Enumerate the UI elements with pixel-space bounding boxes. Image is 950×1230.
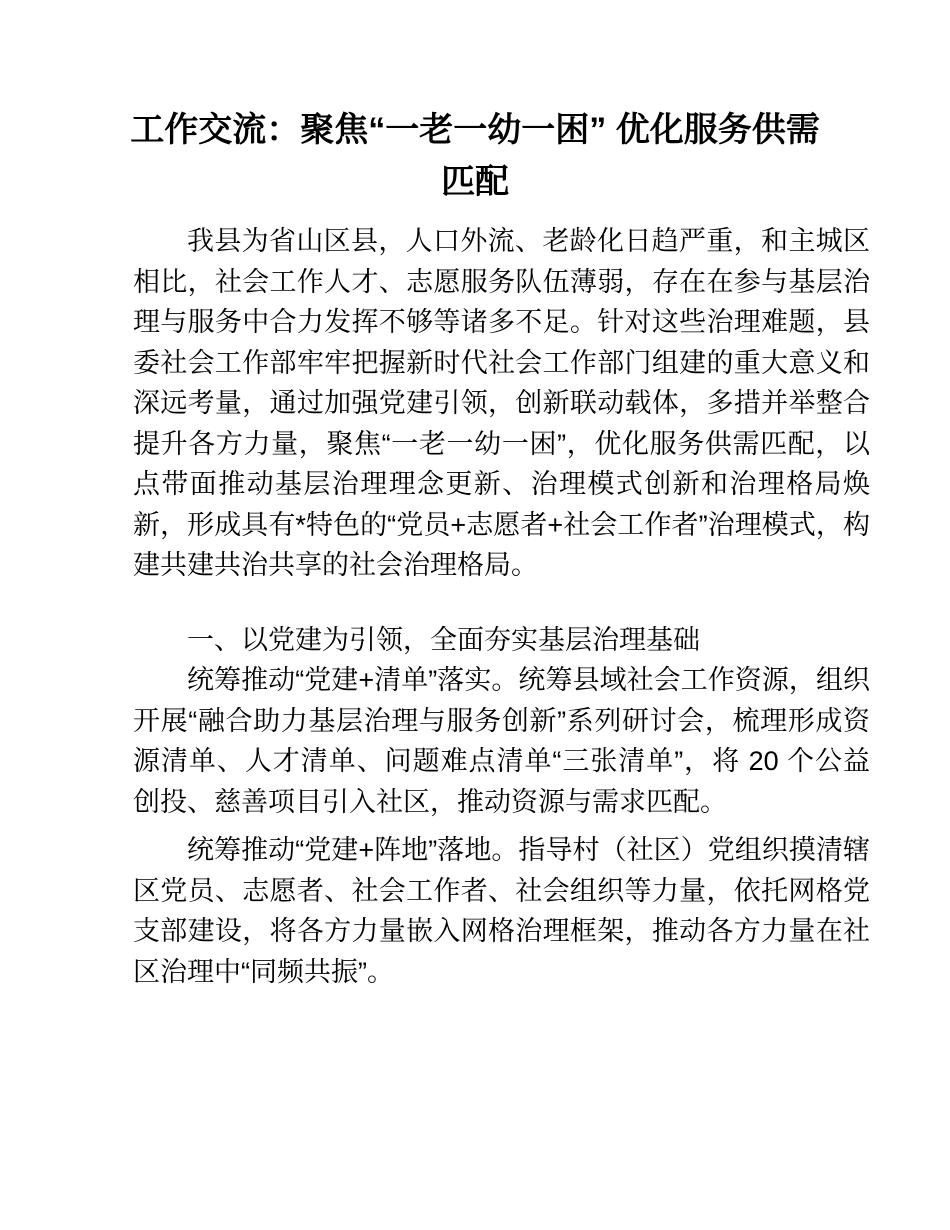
section-heading: 一、以党建为引领，全面夯实基层治理基础 <box>187 624 700 655</box>
document-title-line-2: 匹配 <box>441 163 509 201</box>
document-title <box>80 104 870 208</box>
document-title-line-1: 工作交流：聚焦“一老一幼一困” 优化服务供需 <box>130 111 820 149</box>
section-paragraph-2: 统筹推动“党建+阵地”落地。指导村（社区）党组织摸清辖区党员、志愿者、社会工作者、社会组织等力量，依托网格党支部建设，将各方力量嵌入网格治理框架，推动各方力量在社区治理中“同频共振”。 <box>133 835 870 987</box>
intro-paragraph: 我县为省山区县，人口外流、老龄化日趋严重，和主城区相比，社会工作人才、志愿服务队伍薄弱，存在在参与基层治理与服务中合力发挥不够等诸多不足。针对这些治理难题，县委社会工作部牢牢把握新时代社会工作部门组建的重大意义和深远考量，通过加强党建引领，创新联动载体，多措并举整合提升各方力量，聚焦“一老一幼一困”，优化服务供需匹配，以点带面推动基层治理理念更新、治理模式创新和治理格局焕新，形成具有*特色的“党员+志愿者+社会工作者”治理模式，构建共建共治共享的社会治理格局。 <box>133 226 870 580</box>
section-paragraph-1: 统筹推动“党建+清单”落实。统筹县域社会工作资源，组织开展“融合助力基层治理与服务创新”系列研讨会，梳理形成资源清单、人才清单、问题难点清单“三张清单”，将 20 个公益创投、慈善项目引入社区，推动资源与需求匹配。 <box>133 665 870 817</box>
